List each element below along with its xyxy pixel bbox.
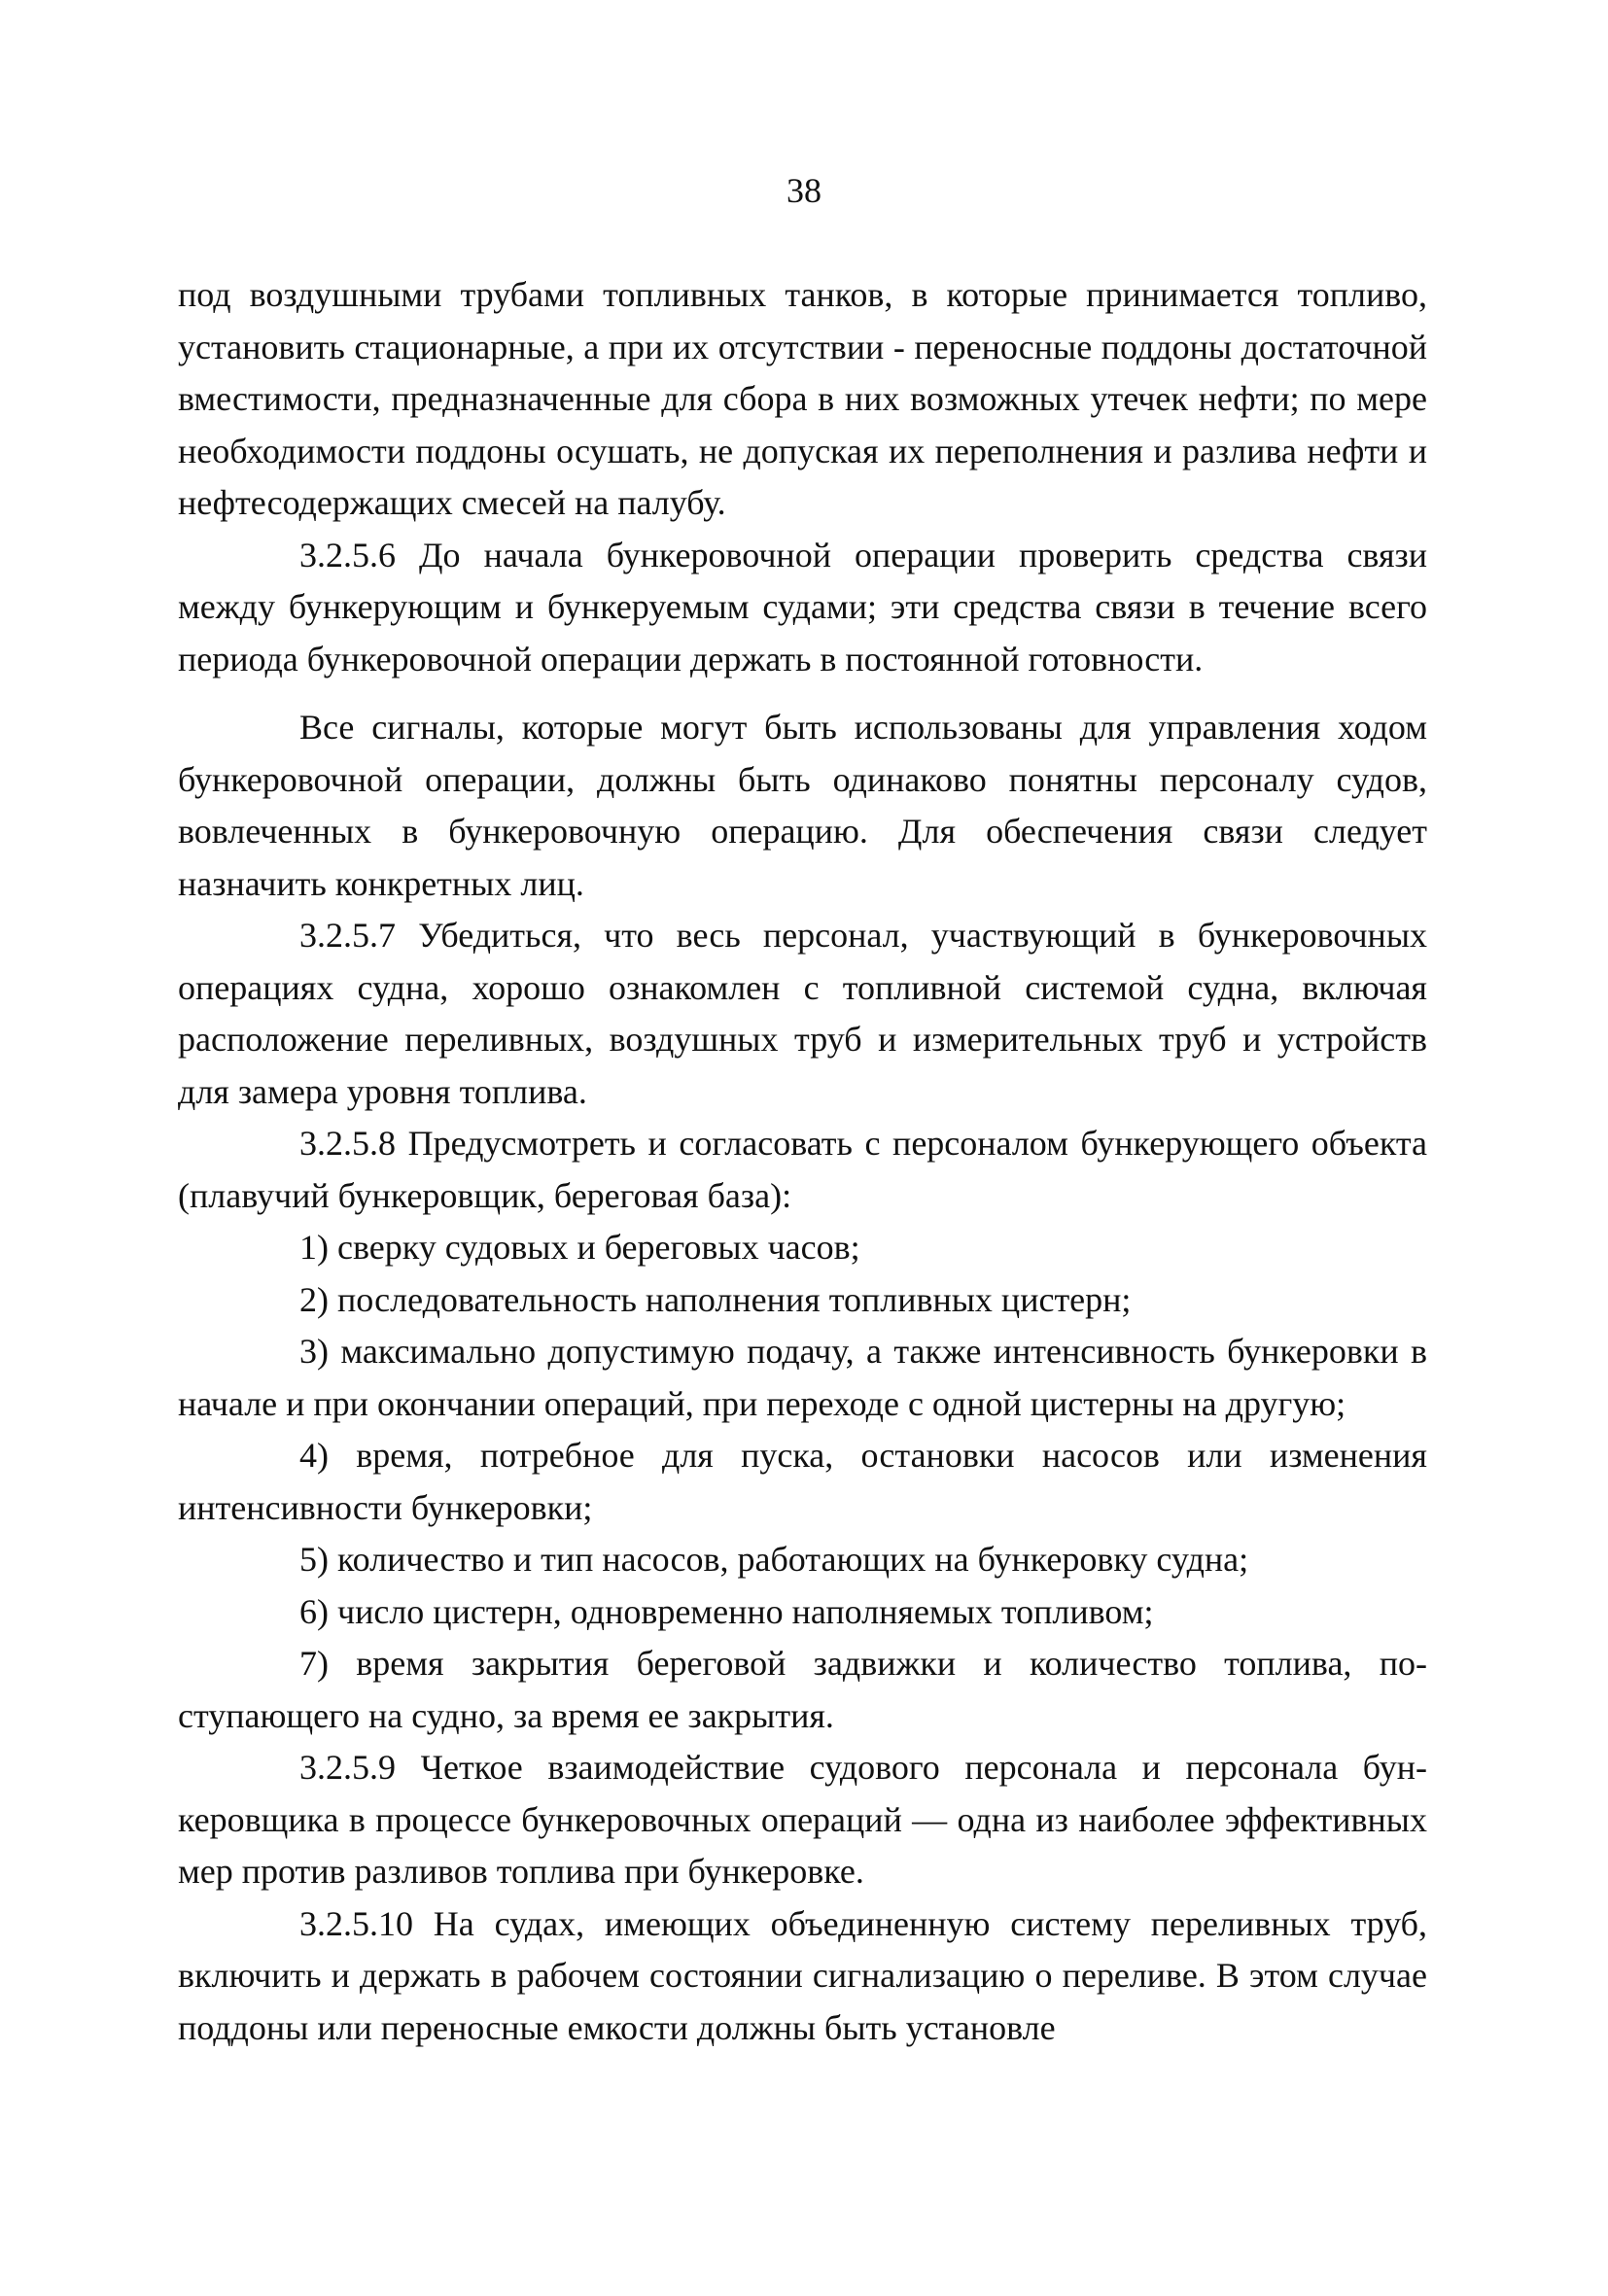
body-text <box>178 269 1427 2054</box>
paragraph-3-2-5-6: 3.2.5.6 До начала бункеровочной операции проверить средства связи между бункерующим и бункеруемым судами; эти средства связи в течение всего периода бункеровочной операции держать в постоянной готовности. <box>178 535 1427 678</box>
list-item-3: 3) максимально допустимую подачу, а также интенсивность бункеровки в начале и при окончании операций, при переходе с одной цистерны на другую; <box>178 1332 1427 1423</box>
list-item-5: 5) количество и тип насосов, работающих на бункеровку судна; <box>299 1540 1249 1579</box>
list-item-2: 2) последовательность наполнения топливных цистерн; <box>299 1279 1132 1319</box>
list-item-4: 4) время, потребное для пуска, остановки насосов или изменения интенсивности бункеровки; <box>178 1436 1427 1527</box>
paragraph-continuation: под воздушными трубами топливных танков, в которые принимается топливо, установить стационарные, а при их отсутствии - переносные поддоны достаточной вместимости, предназначенные для сбора в них возможных утечек нефти; по мере необходимости поддоны осушать, не допуская их переполнения и разлива нефти и нефтесодержащих смесей на палубу. <box>178 275 1427 522</box>
list-item-6: 6) число цистерн, одновременно наполняемых топливом; <box>299 1591 1154 1631</box>
paragraph-3-2-5-10: 3.2.5.10 На судах, имеющих объединенную систему переливных труб, включить и держать в рабочем состоянии сигнализацию о переливе. В этом случае поддоны или переносные емкости должны быть установле <box>178 1903 1427 2047</box>
paragraph-signals: Все сигналы, которые могут быть использованы для управления ходом бункеровочной операции, должны быть одинаково понятны персоналу судов, вовлеченных в бункеровочную операцию. Для обеспечения связи следует назначить конкретных лиц. <box>178 708 1427 903</box>
list-item-7: 7) время закрытия береговой задвижки и количество топлива, поступающего на судно, за время ее закрытия. <box>178 1644 1427 1735</box>
paragraph-3-2-5-8: 3.2.5.8 Предусмотреть и согласовать с персоналом бункерующего объекта (плавучий бункеровщик, береговая база): <box>178 1124 1427 1215</box>
paragraph-3-2-5-7: 3.2.5.7 Убедиться, что весь персонал, участвующий в бункеровочных операциях судна, хорошо ознакомлен с топливной системой судна, включая расположение переливных, воздушных труб и измерительных труб и устройств для замера уровня топлива. <box>178 916 1427 1111</box>
list-item-1: 1) сверку судовых и береговых часов; <box>299 1228 860 1267</box>
paragraph-3-2-5-9: 3.2.5.9 Четкое взаимодействие судового персонала и персонала бункеровщика в процессе бункеровочных операций — одна из наиболее эффективных мер против разливов топлива при бункеровке. <box>178 1748 1427 1891</box>
page-number: 38 <box>787 171 821 210</box>
